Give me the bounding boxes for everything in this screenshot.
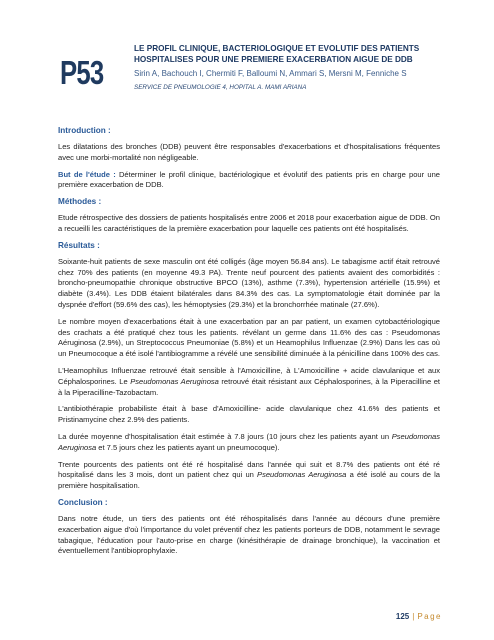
results-p5-species: Pseudomonas Aeruginosa xyxy=(58,431,440,452)
results-p6-species: Pseudomonas Aeruginosa xyxy=(257,470,347,480)
title-block xyxy=(134,44,452,92)
footer-separator: | xyxy=(412,612,415,621)
intro-text: Les dilatations des bronches (DDB) peuvent être responsables d'exacerbations et d'hospitalisations fréquentes avec une morbi-mortalité non négligeable. xyxy=(58,142,440,162)
authors: Sirin A, Bachouch I, Chermiti F, Balloumi N, Ammari S, Mersni M, Fenniche S xyxy=(134,69,407,78)
results-p5-text-a: La durée moyenne d'hospitalisation était estimée à 7.8 jours (10 jours chez les patients ayant un xyxy=(58,431,392,441)
aim-paragraph xyxy=(58,170,440,192)
page-number: 125 xyxy=(395,612,410,621)
results-paragraph-3 xyxy=(58,366,440,398)
intro-heading: Introduction : xyxy=(58,126,111,135)
results-p5-text-c: et 7.5 jours chez les patients ayant un pneumocoque). xyxy=(96,442,280,452)
aim-label: But de l'étude : xyxy=(58,169,116,179)
methods-heading: Méthodes : xyxy=(58,197,102,207)
results-paragraph-2: Le nombre moyen d'exacerbations était à une exacerbation par an par patient, un examen cytobactériologique des crachats a été pratiqué chez tous les patients. révélant un germe dans 11.6% des cas : Pseudomonas Aéruginosa (2.9%), un Streptococcus Pneumoniae (5.8%) et un Heamophilus Influenzae (2.9%) Dans les cas où un Pneumocoque a été isolé l'antibiogramme a révélé une sensibilité diminuée à la pénicilline dans 100% des cas. xyxy=(58,316,440,359)
conclusion-heading: Conclusion : xyxy=(58,497,108,507)
methods-text: Etude rétrospective des dossiers de patients hospitalisés entre 2006 et 2018 pour exacerbation aigue de DDB. On a recueilli les caractéristiques de la première exacerbation pour laquelle ces patients ont été hospitalisés. xyxy=(58,213,440,233)
aim-text: Déterminer le profil clinique, bactériologique et évolutif des patients pris en charge pour une première exacerbation de DDB. xyxy=(58,169,440,190)
page-footer xyxy=(396,612,442,621)
results-paragraph-5 xyxy=(58,432,440,454)
poster-code: P53 xyxy=(60,54,104,91)
abstract-body xyxy=(58,126,440,563)
affiliation: SERVICE DE PNEUMOLOGIE 4, HOPITAL A. MAMI ARIANA xyxy=(134,84,307,91)
results-p6-text-c: a été isolé au cours de la première hospitalisation. xyxy=(58,470,440,491)
results-p3-species: Pseudomonas Aeruginosa xyxy=(130,376,219,386)
results-paragraph-1: Soixante-huit patients de sexe masculin ont été colligés (âge moyen 56.84 ans). Le tabagisme actif était retrouvé chez 70% des patients (en moyenne 49.3 PA). Trente neuf pourcent des patients avaient des comorbidités : broncho-pneumopathie chronique obstructive BPCO (13%), asthme (7.3%), hypertension artérielle (15.9%) et diabète (3.4%). Les DDB étaient bilatérales dans 84.3% des cas. La symptomatologie était dominée par la dyspnée d'effort (59.6% des cas), les hémoptysies (29.3%) et la bronchorrhée matinale (27.6%). xyxy=(58,256,440,309)
page-word: Page xyxy=(417,612,442,621)
results-p3-text-c: retrouvé était résistant aux Céphalosporines, à la Piperacilline et à la Piperacilline-Tazobactam. xyxy=(58,376,440,397)
results-p3-text-a: L'Heamophilus Influenzae retrouvé était sensible à l'Amoxicilline, à L'Amoxicilline + acide clavulanique et aux Céphalosporines. Le xyxy=(58,365,440,386)
results-paragraph-6 xyxy=(58,460,440,492)
article-title: LE PROFIL CLINIQUE, BACTERIOLOGIQUE ET EVOLUTIF DES PATIENTS HOSPITALISES POUR UNE PREMIERE EXACERBATION AIGUE DE DDB xyxy=(134,44,420,64)
conclusion-text: Dans notre étude, un tiers des patients ont été réhospitalisés dans l'année au décours d'une première exacerbation aigue d'où l'importance du volet préventif chez les patients porteurs de DDB, notamment le sevrage tabagique, l'éducation pour l'auto-prise en charge (kinésithérapie de drainage bronchique), la vaccination et éventuellement l'antibioprophylaxie. xyxy=(58,513,440,556)
results-paragraph-4: L'antibiothérapie probabiliste était à base d'Amoxicilline- acide clavulanique chez 41.6% des patients et Pristinamycine chez 2.9% des patients. xyxy=(58,404,440,425)
poster-header xyxy=(58,40,448,120)
results-p6-text-a: Trente pourcents des patients ont été ré hospitalisé dans l'année qui suit et 8.7% des patients ont été ré hospitalisé dans les 3 mois, dont un patient chez qui un xyxy=(58,459,440,480)
results-heading: Résultats : xyxy=(58,240,100,250)
